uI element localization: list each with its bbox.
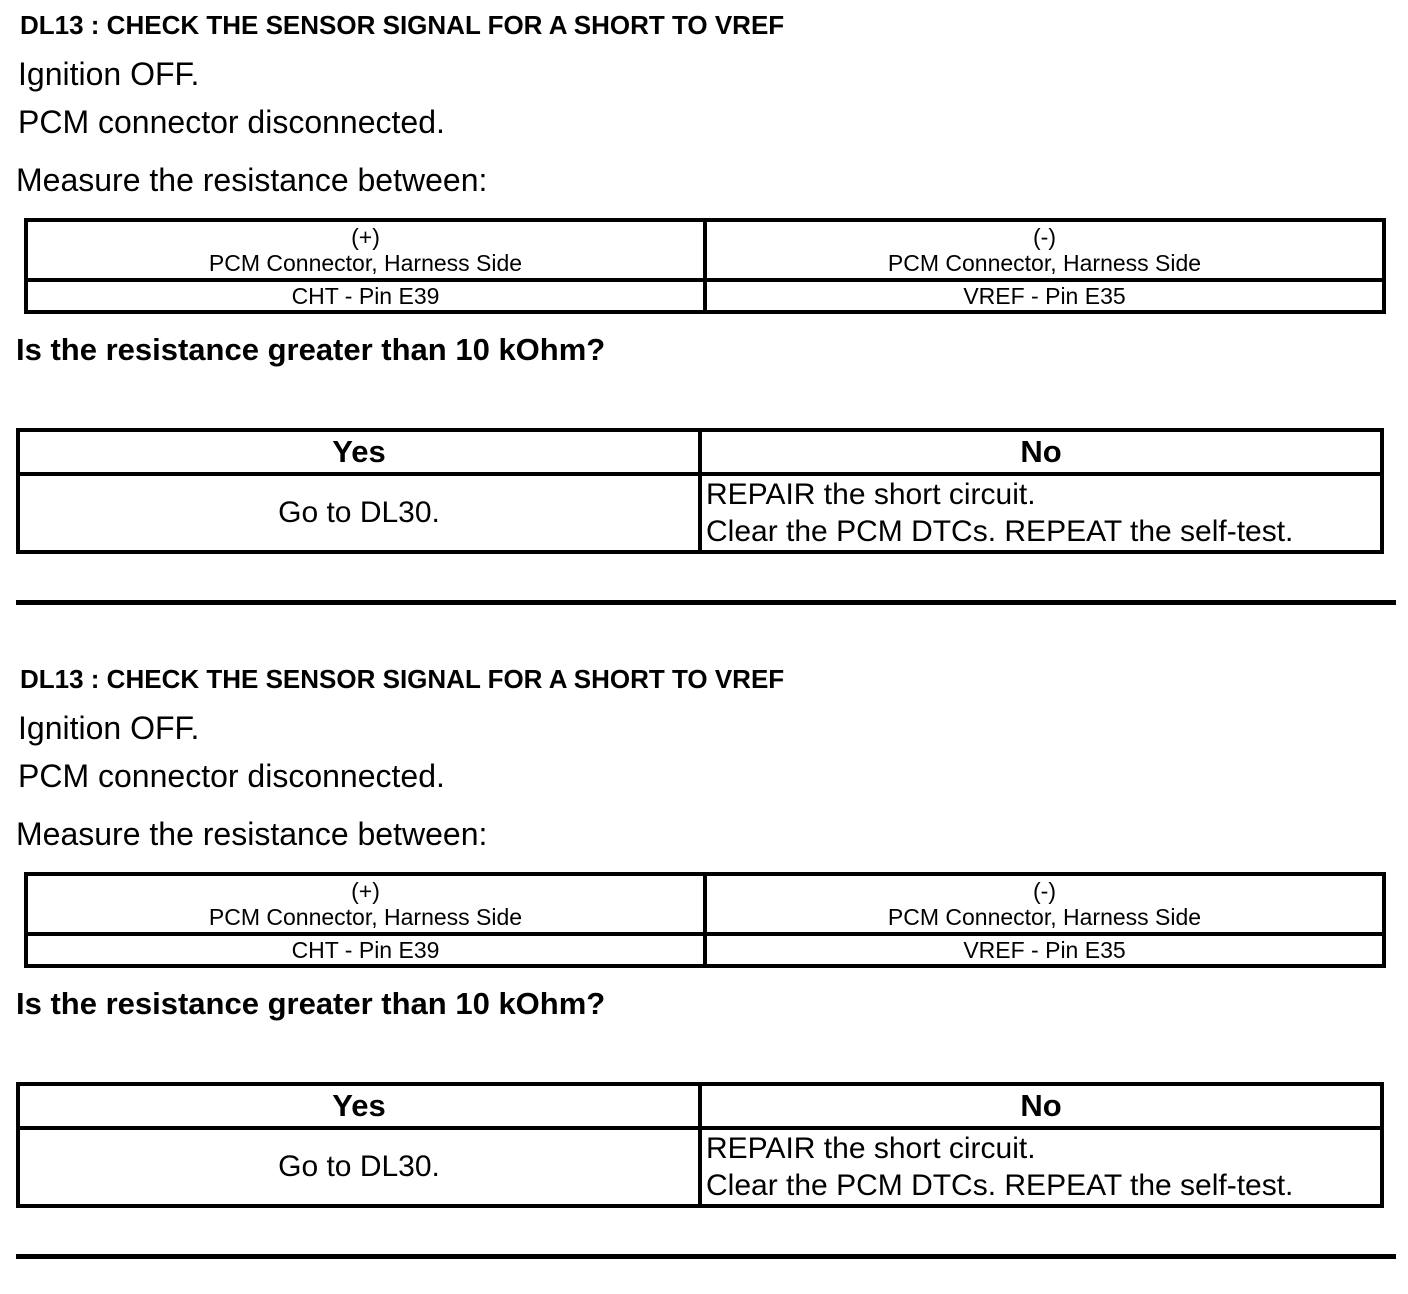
yes-no-header-row — [18, 1084, 1382, 1128]
no-action — [700, 1128, 1382, 1206]
positive-connector-label: PCM Connector, Harness Side — [208, 904, 523, 930]
step-title: DL13 : CHECK THE SENSOR SIGNAL FOR A SHORT TO VREF — [20, 664, 785, 694]
yes-header: Yes — [18, 1084, 700, 1128]
measurement-value-row — [26, 280, 1384, 312]
no-header: No — [700, 430, 1382, 474]
no-action-line-1: REPAIR the short circuit. — [706, 478, 1036, 511]
negative-sign: (-) — [1033, 224, 1056, 250]
negative-pin-value: VREF - Pin E35 — [705, 280, 1384, 312]
procedure-section-1 — [0, 0, 1408, 640]
step-title: DL13 : CHECK THE SENSOR SIGNAL FOR A SHORT TO VREF — [20, 10, 785, 40]
measure-label: Measure the resistance between: — [16, 816, 488, 852]
positive-sign: (+) — [351, 878, 380, 904]
resistance-question: Is the resistance greater than 10 kOhm? — [16, 986, 606, 1021]
positive-probe-header — [26, 874, 705, 934]
yes-action: Go to DL30. — [18, 1128, 700, 1206]
no-action-line-1: REPAIR the short circuit. — [706, 1132, 1036, 1165]
negative-probe-header — [705, 874, 1384, 934]
instruction-connector: PCM connector disconnected. — [18, 104, 445, 140]
negative-connector-label: PCM Connector, Harness Side — [887, 250, 1202, 276]
instruction-ignition: Ignition OFF. — [18, 56, 200, 92]
yes-no-table — [16, 1082, 1384, 1208]
negative-probe-header — [705, 220, 1384, 280]
section-divider — [16, 1254, 1396, 1259]
yes-no-header-row — [18, 430, 1382, 474]
negative-connector-label: PCM Connector, Harness Side — [887, 904, 1202, 930]
instruction-ignition: Ignition OFF. — [18, 710, 200, 746]
instruction-connector: PCM connector disconnected. — [18, 758, 445, 794]
measure-label: Measure the resistance between: — [16, 162, 488, 198]
measurement-value-row — [26, 934, 1384, 966]
positive-pin-value: CHT - Pin E39 — [26, 934, 705, 966]
measurement-table — [24, 872, 1386, 968]
measurement-header-row — [26, 220, 1384, 280]
negative-sign: (-) — [1033, 878, 1056, 904]
yes-no-table — [16, 428, 1384, 554]
no-action-line-2: Clear the PCM DTCs. REPEAT the self-test. — [706, 515, 1294, 548]
positive-sign: (+) — [351, 224, 380, 250]
positive-connector-label: PCM Connector, Harness Side — [208, 250, 523, 276]
no-action-line-2: Clear the PCM DTCs. REPEAT the self-test. — [706, 1169, 1294, 1202]
measurement-table — [24, 218, 1386, 314]
section-divider — [16, 600, 1396, 605]
positive-probe-header — [26, 220, 705, 280]
no-action — [700, 474, 1382, 552]
procedure-section-2 — [0, 654, 1408, 1294]
no-header: No — [700, 1084, 1382, 1128]
yes-header: Yes — [18, 430, 700, 474]
negative-pin-value: VREF - Pin E35 — [705, 934, 1384, 966]
measurement-header-row — [26, 874, 1384, 934]
resistance-question: Is the resistance greater than 10 kOhm? — [16, 332, 606, 367]
yes-no-action-row — [18, 1128, 1382, 1206]
yes-no-action-row — [18, 474, 1382, 552]
yes-action: Go to DL30. — [18, 474, 700, 552]
positive-pin-value: CHT - Pin E39 — [26, 280, 705, 312]
